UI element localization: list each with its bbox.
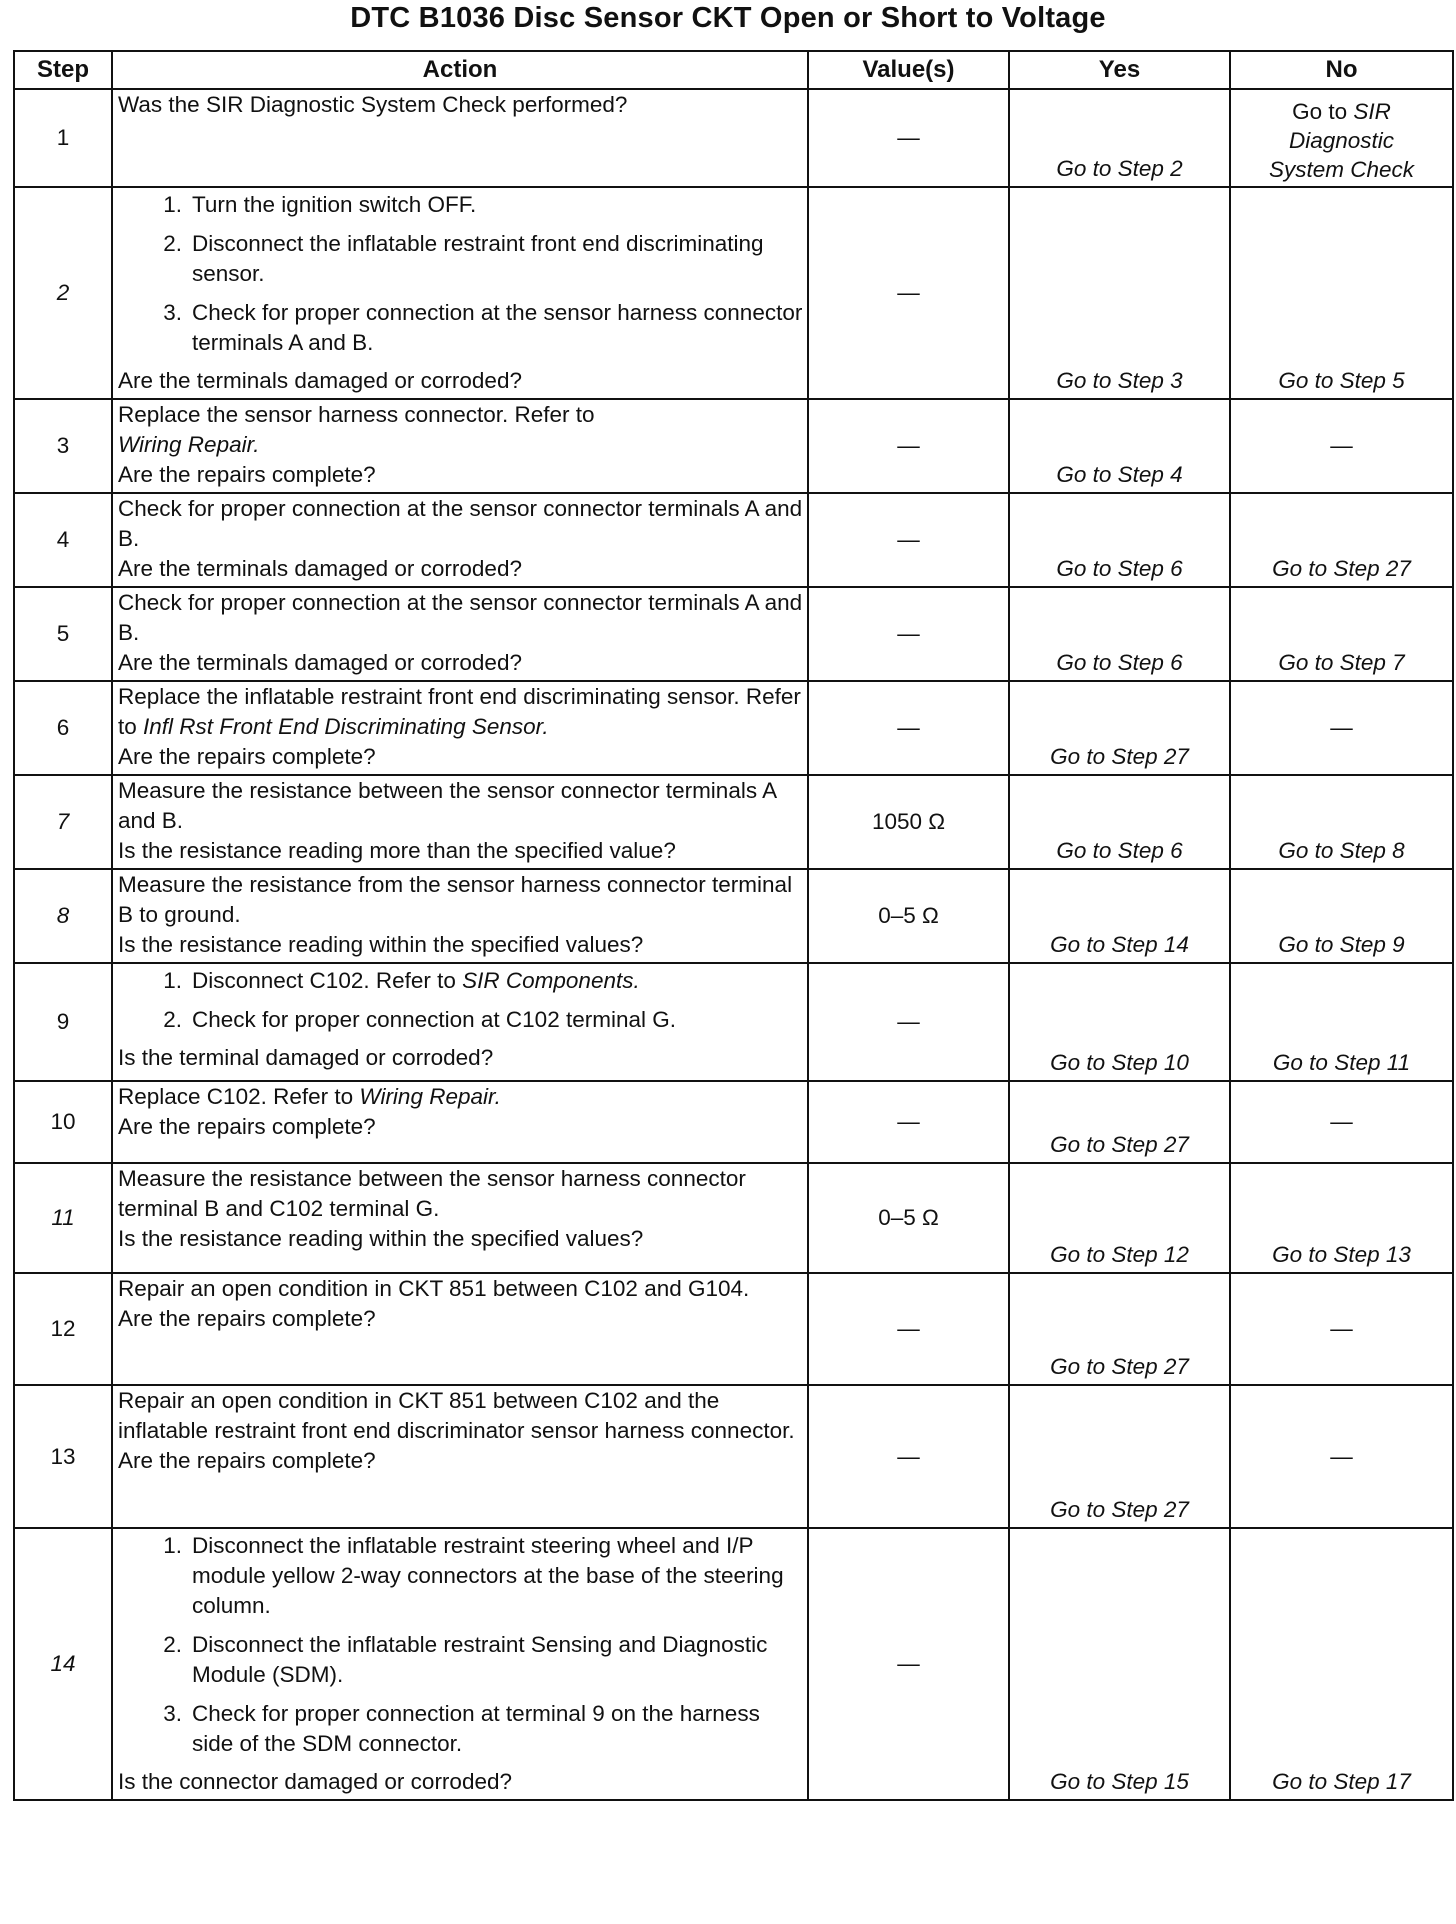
table-row <box>14 89 1453 187</box>
value-cell: — <box>808 493 1009 587</box>
table-row <box>14 963 1453 1081</box>
value-cell: 0–5 Ω <box>808 1163 1009 1273</box>
action-cell <box>112 1528 808 1800</box>
step-number: 9 <box>14 963 112 1081</box>
reference-link[interactable]: Wiring Repair. <box>118 432 260 457</box>
list-item: 1. Disconnect the inflatable restraint steering wheel and I/P module yellow 2-way connectors at the base of the steering column. <box>163 1533 784 1618</box>
table-row <box>14 681 1453 775</box>
action-text: Repair an open condition in CKT 851 between C102 and the inflatable restraint front end discriminator sensor harness connector. <box>118 1388 795 1443</box>
value-cell: — <box>808 89 1009 187</box>
action-text: Measure the resistance from the sensor harness connector terminal B to ground. <box>118 872 793 927</box>
question-text: Are the terminals damaged or corroded? <box>118 556 522 581</box>
no-cell: Go to Step 13 <box>1230 1163 1453 1273</box>
list-item: 2. Check for proper connection at C102 terminal G. <box>163 1007 676 1032</box>
no-link-text: Diagnostic <box>1288 128 1395 153</box>
value-cell: 0–5 Ω <box>808 869 1009 963</box>
action-cell <box>112 963 808 1081</box>
no-cell: Go to Step 5 <box>1230 187 1453 399</box>
reference-link[interactable]: SIR Components. <box>462 968 640 993</box>
yes-cell: Go to Step 3 <box>1009 187 1230 399</box>
action-text: Measure the resistance between the sensor connector terminals A and B. <box>118 778 776 833</box>
action-text: Check for proper connection at the sensor connector terminals A and B. <box>118 496 803 551</box>
yes-cell: Go to Step 6 <box>1009 775 1230 869</box>
yes-cell: Go to Step 14 <box>1009 869 1230 963</box>
header-no: No <box>1230 51 1453 89</box>
step-number: 6 <box>14 681 112 775</box>
question-text: Are the repairs complete? <box>118 462 376 487</box>
question-text: Is the terminal damaged or corroded? <box>118 1045 494 1070</box>
no-cell: — <box>1230 1081 1453 1163</box>
action-cell <box>112 399 808 493</box>
yes-cell: Go to Step 6 <box>1009 493 1230 587</box>
yes-cell: Go to Step 10 <box>1009 963 1230 1081</box>
action-cell <box>112 493 808 587</box>
list-item: 3. Check for proper connection at terminal 9 on the harness side of the SDM connector. <box>163 1701 760 1756</box>
table-row <box>14 587 1453 681</box>
table-row <box>14 493 1453 587</box>
no-cell: — <box>1230 399 1453 493</box>
action-cell <box>112 869 808 963</box>
action-text: Replace the sensor harness connector. Refer to Wiring Repair. <box>118 402 595 457</box>
no-cell: Go to Step 17 <box>1230 1528 1453 1800</box>
table-row <box>14 775 1453 869</box>
header-action: Action <box>112 51 808 89</box>
action-cell <box>112 1273 808 1385</box>
question-text: Is the connector damaged or corroded? <box>118 1769 512 1794</box>
action-cell <box>112 587 808 681</box>
yes-cell: Go to Step 2 <box>1009 89 1230 187</box>
step-number: 4 <box>14 493 112 587</box>
question-text: Are the terminals damaged or corroded? <box>118 650 522 675</box>
diagnostic-table <box>13 50 1454 1801</box>
no-cell: — <box>1230 1385 1453 1528</box>
list-item: 1. Disconnect C102. Refer to SIR Components. <box>163 968 640 993</box>
page-title: DTC B1036 Disc Sensor CKT Open or Short to Voltage <box>350 2 1106 34</box>
value-cell: 1050 Ω <box>808 775 1009 869</box>
action-text: Replace C102. Refer to Wiring Repair. <box>118 1084 501 1109</box>
step-number: 3 <box>14 399 112 493</box>
question-text: Are the terminals damaged or corroded? <box>118 368 522 393</box>
action-text: Replace the inflatable restraint front end discriminating sensor. Refer to Infl Rst Front End Discriminating Sensor. <box>118 684 801 739</box>
yes-cell: Go to Step 6 <box>1009 587 1230 681</box>
action-cell <box>112 681 808 775</box>
header-yes: Yes <box>1009 51 1230 89</box>
step-number: 8 <box>14 869 112 963</box>
header-step: Step <box>14 51 112 89</box>
step-number: 12 <box>14 1273 112 1385</box>
no-cell: Go to Step 11 <box>1230 963 1453 1081</box>
no-cell <box>1230 89 1453 187</box>
no-cell: Go to Step 8 <box>1230 775 1453 869</box>
sub-step-list <box>118 1531 803 1765</box>
yes-cell: Go to Step 15 <box>1009 1528 1230 1800</box>
value-cell: — <box>808 1081 1009 1163</box>
step-number: 1 <box>14 89 112 187</box>
yes-cell: Go to Step 4 <box>1009 399 1230 493</box>
action-cell <box>112 1385 808 1528</box>
yes-cell: Go to Step 12 <box>1009 1163 1230 1273</box>
no-cell: Go to Step 27 <box>1230 493 1453 587</box>
action-cell <box>112 89 808 187</box>
header-values: Value(s) <box>808 51 1009 89</box>
list-item: 2. Disconnect the inflatable restraint front end discriminating sensor. <box>163 231 764 286</box>
step-number: 7 <box>14 775 112 869</box>
question-text: Are the repairs complete? <box>118 1114 376 1139</box>
yes-cell: Go to Step 27 <box>1009 681 1230 775</box>
step-number: 11 <box>14 1163 112 1273</box>
step-number: 10 <box>14 1081 112 1163</box>
table-row <box>14 187 1453 399</box>
no-link-text: SIR <box>1353 99 1391 124</box>
question-text: Are the repairs complete? <box>118 744 376 769</box>
reference-link[interactable]: Infl Rst Front End Discriminating Sensor. <box>143 714 549 739</box>
yes-cell: Go to Step 27 <box>1009 1273 1230 1385</box>
value-cell: — <box>808 681 1009 775</box>
action-text: Check for proper connection at the sensor connector terminals A and B. <box>118 590 803 645</box>
step-number: 13 <box>14 1385 112 1528</box>
no-link-text: System Check <box>1268 157 1415 182</box>
value-cell: — <box>808 1273 1009 1385</box>
action-text: Measure the resistance between the sensor harness connector terminal B and C102 terminal G. <box>118 1166 746 1221</box>
step-number: 5 <box>14 587 112 681</box>
table-row <box>14 1081 1453 1163</box>
value-cell: — <box>808 963 1009 1081</box>
action-text: Repair an open condition in CKT 851 between C102 and G104. <box>118 1276 750 1301</box>
table-row <box>14 1528 1453 1800</box>
action-cell <box>112 1163 808 1273</box>
step-number: 2 <box>14 187 112 399</box>
step-number: 14 <box>14 1528 112 1800</box>
question-text: Are the repairs complete? <box>118 1306 376 1331</box>
action-text: Was the SIR Diagnostic System Check performed? <box>118 92 628 117</box>
question-text: Is the resistance reading more than the specified value? <box>118 838 676 863</box>
value-cell: — <box>808 1528 1009 1800</box>
sub-step-list <box>118 966 803 1041</box>
action-cell <box>112 187 808 399</box>
value-cell: — <box>808 399 1009 493</box>
sub-step-list <box>118 190 803 364</box>
table-header-row <box>14 51 1453 89</box>
yes-cell: Go to Step 27 <box>1009 1081 1230 1163</box>
table-row <box>14 1385 1453 1528</box>
question-text: Are the repairs complete? <box>118 1448 376 1473</box>
no-cell: — <box>1230 681 1453 775</box>
no-text: Go to <box>1292 99 1354 124</box>
question-text: Is the resistance reading within the specified values? <box>118 1226 644 1251</box>
no-cell: — <box>1230 1273 1453 1385</box>
no-cell: Go to Step 7 <box>1230 587 1453 681</box>
table-row <box>14 399 1453 493</box>
list-item: 1. Turn the ignition switch OFF. <box>163 192 477 217</box>
value-cell: — <box>808 587 1009 681</box>
no-cell: Go to Step 9 <box>1230 869 1453 963</box>
table-row <box>14 1273 1453 1385</box>
yes-cell: Go to Step 27 <box>1009 1385 1230 1528</box>
action-cell <box>112 1081 808 1163</box>
reference-link[interactable]: Wiring Repair. <box>359 1084 501 1109</box>
question-text: Is the resistance reading within the specified values? <box>118 932 644 957</box>
action-cell <box>112 775 808 869</box>
list-item: 3. Check for proper connection at the sensor harness connector terminals A and B. <box>163 300 803 355</box>
list-item: 2. Disconnect the inflatable restraint Sensing and Diagnostic Module (SDM). <box>163 1632 768 1687</box>
value-cell: — <box>808 187 1009 399</box>
value-cell: — <box>808 1385 1009 1528</box>
table-row <box>14 1163 1453 1273</box>
table-row <box>14 869 1453 963</box>
